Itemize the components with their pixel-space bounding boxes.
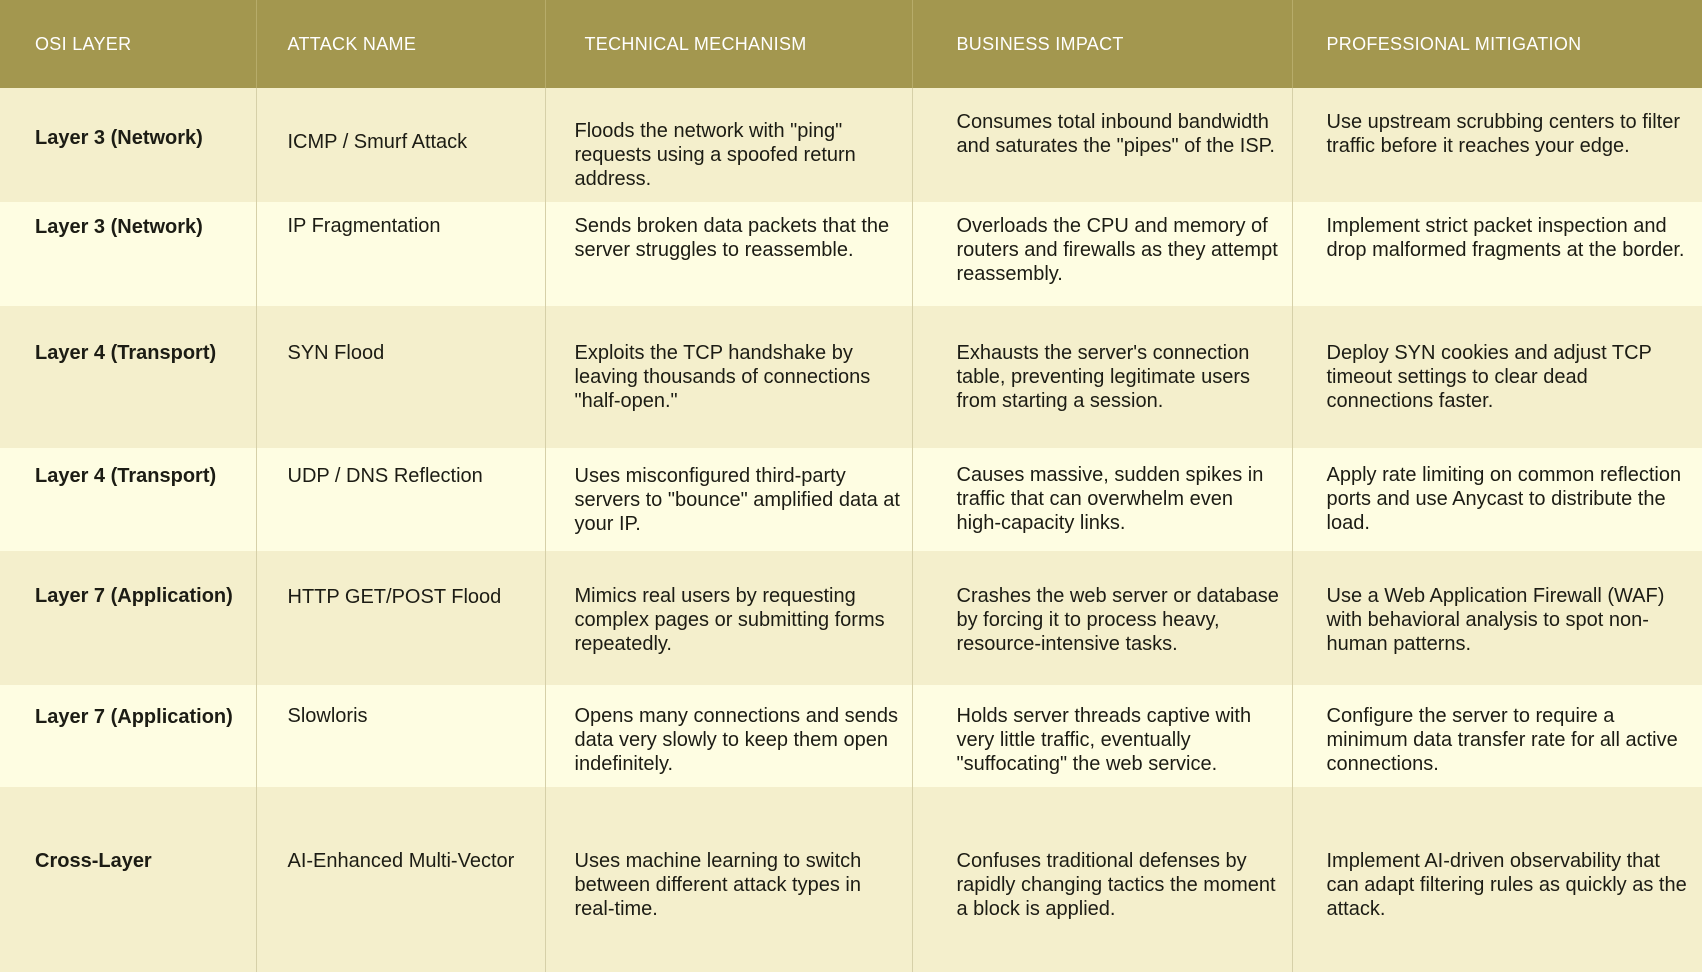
mechanism-cell: Uses misconfigured third-party servers to "bounce" amplified data at your IP.	[545, 448, 912, 551]
mechanism-cell: Opens many connections and sends data very slowly to keep them open indefinitely.	[545, 685, 912, 787]
mechanism-cell: Mimics real users by requesting complex pages or submitting forms repeatedly.	[545, 551, 912, 685]
attack-name-cell: UDP / DNS Reflection	[256, 448, 545, 551]
table-header	[0, 0, 1702, 88]
header-osi-layer: OSI LAYER	[0, 0, 256, 88]
mitigation-cell: Use a Web Application Firewall (WAF) with behavioral analysis to spot non-human patterns.	[1326, 585, 1665, 655]
osi-layer-cell: Layer 4 (Transport)	[0, 448, 256, 551]
osi-layer-cell: Cross-Layer	[0, 787, 256, 972]
impact-cell: Confuses traditional defenses by rapidly changing tactics the moment a block is applied.	[912, 787, 1292, 972]
table-row	[0, 787, 1702, 972]
header-professional-mitigation: PROFESSIONAL MITIGATION	[1326, 33, 1582, 54]
table-row	[0, 88, 1702, 202]
attack-name-cell: ICMP / Smurf Attack	[256, 88, 545, 202]
osi-layer-cell: Layer 7 (Application)	[0, 685, 256, 787]
header-row	[0, 0, 1702, 88]
osi-layer-cell: Layer 3 (Network)	[0, 88, 256, 202]
attack-name-cell: HTTP GET/POST Flood	[256, 551, 545, 685]
mitigation-cell: Apply rate limiting on common reflection ports and use Anycast to distribute the load.	[1326, 464, 1682, 534]
header-attack-name: ATTACK NAME	[256, 0, 545, 88]
osi-layer-cell: Layer 4 (Transport)	[0, 306, 256, 448]
attack-name-cell: IP Fragmentation	[256, 202, 545, 306]
mitigation-cell: Configure the server to require a minimum data transfer rate for all active connections.	[1326, 705, 1678, 775]
table-row	[0, 448, 1702, 551]
header-business-impact: BUSINESS IMPACT	[912, 0, 1292, 88]
impact-cell: Consumes total inbound bandwidth and saturates the "pipes" of the ISP.	[912, 88, 1292, 202]
impact-cell: Overloads the CPU and memory of routers and firewalls as they attempt reassembly.	[912, 202, 1292, 306]
impact-cell: Exhausts the server's connection table, preventing legitimate users from starting a session.	[912, 306, 1292, 448]
table-body	[0, 88, 1702, 972]
mechanism-cell: Uses machine learning to switch between different attack types in real-time.	[545, 787, 912, 972]
osi-layer-cell: Layer 3 (Network)	[0, 202, 256, 306]
mitigation-cell: Implement AI-driven observability that can adapt filtering rules as quickly as the attack.	[1326, 850, 1687, 920]
attack-name-cell: SYN Flood	[256, 306, 545, 448]
attack-name-cell: Slowloris	[256, 685, 545, 787]
table-row	[0, 685, 1702, 787]
mechanism-cell: Floods the network with "ping" requests using a spoofed return address.	[545, 88, 912, 202]
mechanism-cell: Exploits the TCP handshake by leaving thousands of connections "half-open."	[545, 306, 912, 448]
impact-cell: Crashes the web server or database by forcing it to process heavy, resource-intensive tasks.	[912, 551, 1292, 685]
table-row	[0, 306, 1702, 448]
table-row	[0, 202, 1702, 306]
impact-cell: Causes massive, sudden spikes in traffic that can overwhelm even high-capacity links.	[912, 448, 1292, 551]
mitigation-cell: Use upstream scrubbing centers to filter traffic before it reaches your edge.	[1326, 111, 1680, 157]
mitigation-cell: Deploy SYN cookies and adjust TCP timeout settings to clear dead connections faster.	[1326, 342, 1652, 412]
attack-name-cell: AI-Enhanced Multi-Vector	[256, 787, 545, 972]
impact-cell: Holds server threads captive with very little traffic, eventually "suffocating" the web service.	[912, 685, 1292, 787]
mitigation-cell: Implement strict packet inspection and drop malformed fragments at the border.	[1326, 215, 1685, 261]
mechanism-cell: Sends broken data packets that the server struggles to reassemble.	[545, 202, 912, 306]
header-technical-mechanism: TECHNICAL MECHANISM	[545, 0, 912, 88]
table-row	[0, 551, 1702, 685]
osi-layer-cell: Layer 7 (Application)	[0, 551, 256, 685]
